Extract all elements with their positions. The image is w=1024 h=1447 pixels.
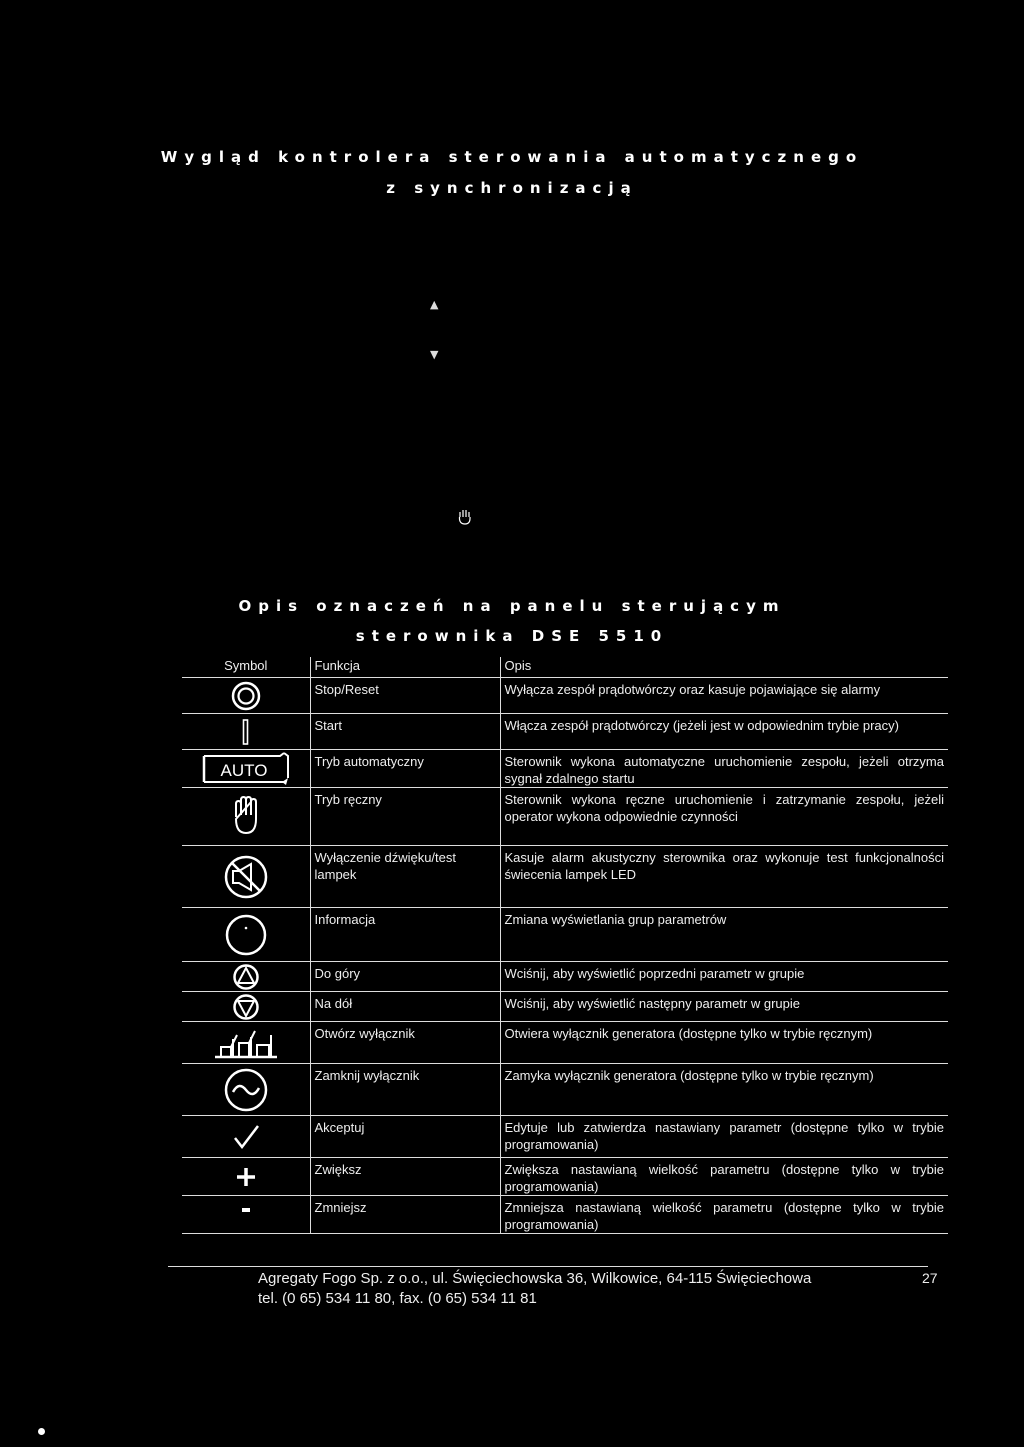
symbol-cell	[182, 1196, 310, 1234]
table-row	[182, 1022, 948, 1064]
description-cell: Zamyka wyłącznik generatora (dostępne tylko w trybie ręcznym)	[500, 1064, 948, 1116]
table-row	[182, 1196, 948, 1234]
symbol-cell	[182, 714, 310, 750]
breaker-open-icon	[213, 1025, 279, 1061]
description-cell: Kasuje alarm akustyczny sterownika oraz wykonuje test funkcjonalności świecenia lampek LED	[500, 846, 948, 908]
symbol-cell	[182, 992, 310, 1022]
function-cell: Na dół	[310, 992, 500, 1022]
info-icon	[223, 912, 269, 958]
legend-header-row	[182, 657, 948, 678]
breaker-close-icon	[223, 1067, 269, 1113]
description-cell: Zmniejsza nastawianą wielkość parametru (dostępne tylko w trybie programowania)	[500, 1196, 948, 1234]
minus-icon	[233, 1202, 259, 1228]
bullet-dot	[38, 1428, 45, 1435]
symbol-cell	[182, 846, 310, 908]
function-cell: Zmniejsz	[310, 1196, 500, 1234]
function-cell: Informacja	[310, 908, 500, 962]
symbol-cell	[182, 908, 310, 962]
table-row	[182, 714, 948, 750]
checkmark-icon	[231, 1122, 261, 1152]
table-row	[182, 908, 948, 962]
up-triangle-icon: ▲	[430, 298, 439, 311]
symbol-cell	[182, 1158, 310, 1196]
page-heading-line1: Wygląd kontrolera sterowania automatycznego	[160, 148, 864, 166]
legend-title-line2: sterownika DSE 5510	[355, 627, 669, 645]
auto-icon-label: AUTO	[220, 760, 268, 780]
function-cell: Tryb ręczny	[310, 788, 500, 846]
function-cell: Zwiększ	[310, 1158, 500, 1196]
description-cell: Otwiera wyłącznik generatora (dostępne tylko w trybie ręcznym)	[500, 1022, 948, 1064]
column-header-symbol: Symbol	[182, 657, 310, 678]
table-row	[182, 1064, 948, 1116]
function-cell: Start	[310, 714, 500, 750]
start-icon	[231, 717, 261, 747]
function-cell: Otwórz wyłącznik	[310, 1022, 500, 1064]
description-cell: Wciśnij, aby wyświetlić poprzedni parametr w grupie	[500, 962, 948, 992]
symbol-cell	[182, 1116, 310, 1158]
symbol-cell	[182, 1064, 310, 1116]
function-cell: Zamknij wyłącznik	[310, 1064, 500, 1116]
function-cell: Do góry	[310, 962, 500, 992]
description-cell: Sterownik wykona automatyczne uruchomienie zespołu, jeżeli otrzyma sygnał zdalnego startu	[500, 750, 948, 788]
symbol-cell	[182, 750, 310, 788]
description-cell: Edytuje lub zatwierdza nastawiany parametr (dostępne tylko w trybie programowania)	[500, 1116, 948, 1158]
footer-divider	[168, 1266, 928, 1267]
symbol-cell	[182, 678, 310, 714]
horn-mute-icon	[223, 854, 269, 900]
column-header-function: Funkcja	[310, 657, 500, 678]
table-row	[182, 678, 948, 714]
function-cell: Akceptuj	[310, 1116, 500, 1158]
table-row	[182, 788, 948, 846]
table-row	[182, 992, 948, 1022]
page-number: 27	[922, 1270, 938, 1286]
plus-icon	[233, 1164, 259, 1190]
symbol-cell	[182, 962, 310, 992]
stop-reset-icon	[231, 681, 261, 711]
table-row	[182, 962, 948, 992]
column-header-description: Opis	[500, 657, 948, 678]
arrow-up-icon	[232, 963, 260, 991]
table-row	[182, 750, 948, 788]
legend-table	[182, 657, 948, 1234]
arrow-down-icon	[232, 993, 260, 1021]
description-cell: Zmiana wyświetlania grup parametrów	[500, 908, 948, 962]
description-cell: Sterownik wykona ręczne uruchomienie i zatrzymanie zespołu, jeżeli operator wykona odpowiednie czynności	[500, 788, 948, 846]
down-triangle-icon: ▼	[430, 348, 439, 361]
legend-title-line1: Opis oznaczeń na panelu sterującym	[238, 597, 786, 615]
table-row	[182, 846, 948, 908]
hand-icon	[231, 795, 261, 839]
description-cell: Wyłącza zespół prądotwórczy oraz kasuje pojawiające się alarmy	[500, 678, 948, 714]
footer-contact: tel. (0 65) 534 11 80, fax. (0 65) 534 11 81	[258, 1290, 537, 1307]
description-cell: Zwiększa nastawianą wielkość parametru (dostępne tylko w trybie programowania)	[500, 1158, 948, 1196]
table-row	[182, 1158, 948, 1196]
page-heading-line2: z synchronizacją	[386, 179, 638, 197]
hand-icon	[458, 508, 472, 526]
function-cell: Wyłączenie dźwięku/test lampek	[310, 846, 500, 908]
footer-address: Agregaty Fogo Sp. z o.o., ul. Święciechowska 36, Wilkowice, 64-115 Święciechowa	[258, 1270, 812, 1287]
auto-icon	[198, 752, 294, 786]
symbol-cell	[182, 1022, 310, 1064]
description-cell: Wciśnij, aby wyświetlić następny parametr w grupie	[500, 992, 948, 1022]
table-row	[182, 1116, 948, 1158]
function-cell: Stop/Reset	[310, 678, 500, 714]
function-cell: Tryb automatyczny	[310, 750, 500, 788]
description-cell: Włącza zespół prądotwórczy (jeżeli jest w odpowiednim trybie pracy)	[500, 714, 948, 750]
symbol-cell	[182, 788, 310, 846]
